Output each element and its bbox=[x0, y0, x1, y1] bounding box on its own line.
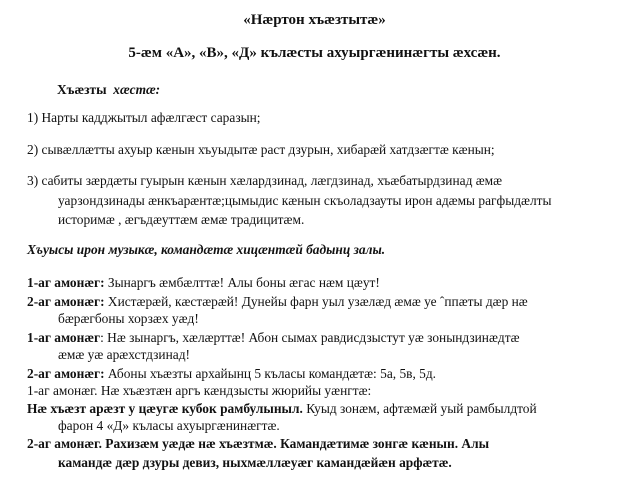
goals-heading bbox=[57, 82, 160, 98]
document-title: «Нæртон хъæзтытæ» bbox=[243, 12, 386, 28]
music-stage-direction: Хъуысы ирон музыкæ, командæтæ хицæнтæй бадынц залы. bbox=[27, 242, 386, 257]
dialogue-text: Зынаргъ æмбæлттæ! Алы боны æгас нæм цæут! bbox=[107, 275, 380, 290]
dialogue-continuation: æмæ уæ арæхстдзинад! bbox=[58, 347, 190, 362]
dialogue-text: : Нæ зынаргъ, хæлæрттæ! Абон сымах равдисдзыстут уæ зонындзинæдтæ bbox=[100, 330, 520, 345]
dialogue-continuation: фарон 4 «Д» къласы ахуыргæнинæгтæ. bbox=[58, 418, 280, 433]
speaker-label: 2-аг амонæг: bbox=[27, 366, 105, 381]
speaker-label: 1-аг амонæг: bbox=[27, 275, 105, 290]
dialogue-line bbox=[27, 294, 528, 310]
dialogue-line bbox=[27, 401, 537, 417]
dialogue-continuation: бæрæгбоны хорзæх уæд! bbox=[58, 311, 199, 326]
dialogue-text: Хистæрæй, кæстæрæй! Дунейы фарн уыл узæлæд æмæ уе ˆппæты дæр нæ bbox=[107, 294, 528, 309]
speaker-label: 2-аг амонæг: bbox=[27, 294, 105, 309]
dialogue-line bbox=[27, 275, 380, 291]
goal-item-continuation: уарзондзинады æнкъарæнтæ;цымыдис кæнын скъоладзауты ирон адæмы рагфыдæлты bbox=[58, 193, 552, 208]
goal-item: 3) сабиты зæрдæты гуырын кæнын хæлардзинад, лæгдзинад, хъæбатырдзинад æмæ bbox=[27, 173, 503, 188]
goal-item: 2) сывæллæтты ахуыр кæнын хъуыдытæ раст дзурын, хибарæй хатдзæгтæ кæнын; bbox=[27, 142, 495, 157]
dialogue-line bbox=[27, 366, 436, 382]
goals-heading-italic: хæстæ: bbox=[113, 82, 161, 97]
dialogue-continuation: камандæ дæр дзуры девиз, ныхмæллæуæг камандæйæн арфæтæ. bbox=[58, 455, 452, 470]
speaker-label: 1-аг амонæг bbox=[27, 330, 101, 345]
dialogue-line: 1-аг амонæг. Нæ хъæзтæн аргъ кæндзысты жюрийы уæнгтæ: bbox=[27, 383, 372, 398]
goal-item: 1) Нарты кадджытыл афæлгæст саразын; bbox=[27, 110, 261, 125]
bold-statement: Рахизæм уæдæ нæ хъæзтмæ. Камандæтимæ зонгæ кæнын. Алы bbox=[105, 436, 490, 451]
goal-item-continuation: историмæ , æгъдæуттæм æмæ традицитæм. bbox=[58, 212, 305, 227]
dialogue-line bbox=[27, 330, 520, 346]
goals-heading-prefix: Хъæзты bbox=[57, 82, 107, 97]
speaker-label: 2-аг амонæг. bbox=[27, 436, 102, 451]
document-subtitle: 5-æм «А», «В», «Д» кълæсты ахуыргæнинæгты æхсæн. bbox=[128, 45, 501, 61]
dialogue-text: Куыд зонæм, афтæмæй уый рамбылдтой bbox=[306, 401, 537, 416]
dialogue-text: Абоны хъæзты архайынц 5 къласы командæтæ: 5а, 5в, 5д. bbox=[107, 366, 437, 381]
bold-statement: Нæ хъæзт арæзт у цæугæ кубок рамбулыныл. bbox=[27, 401, 303, 416]
dialogue-line bbox=[27, 436, 489, 452]
